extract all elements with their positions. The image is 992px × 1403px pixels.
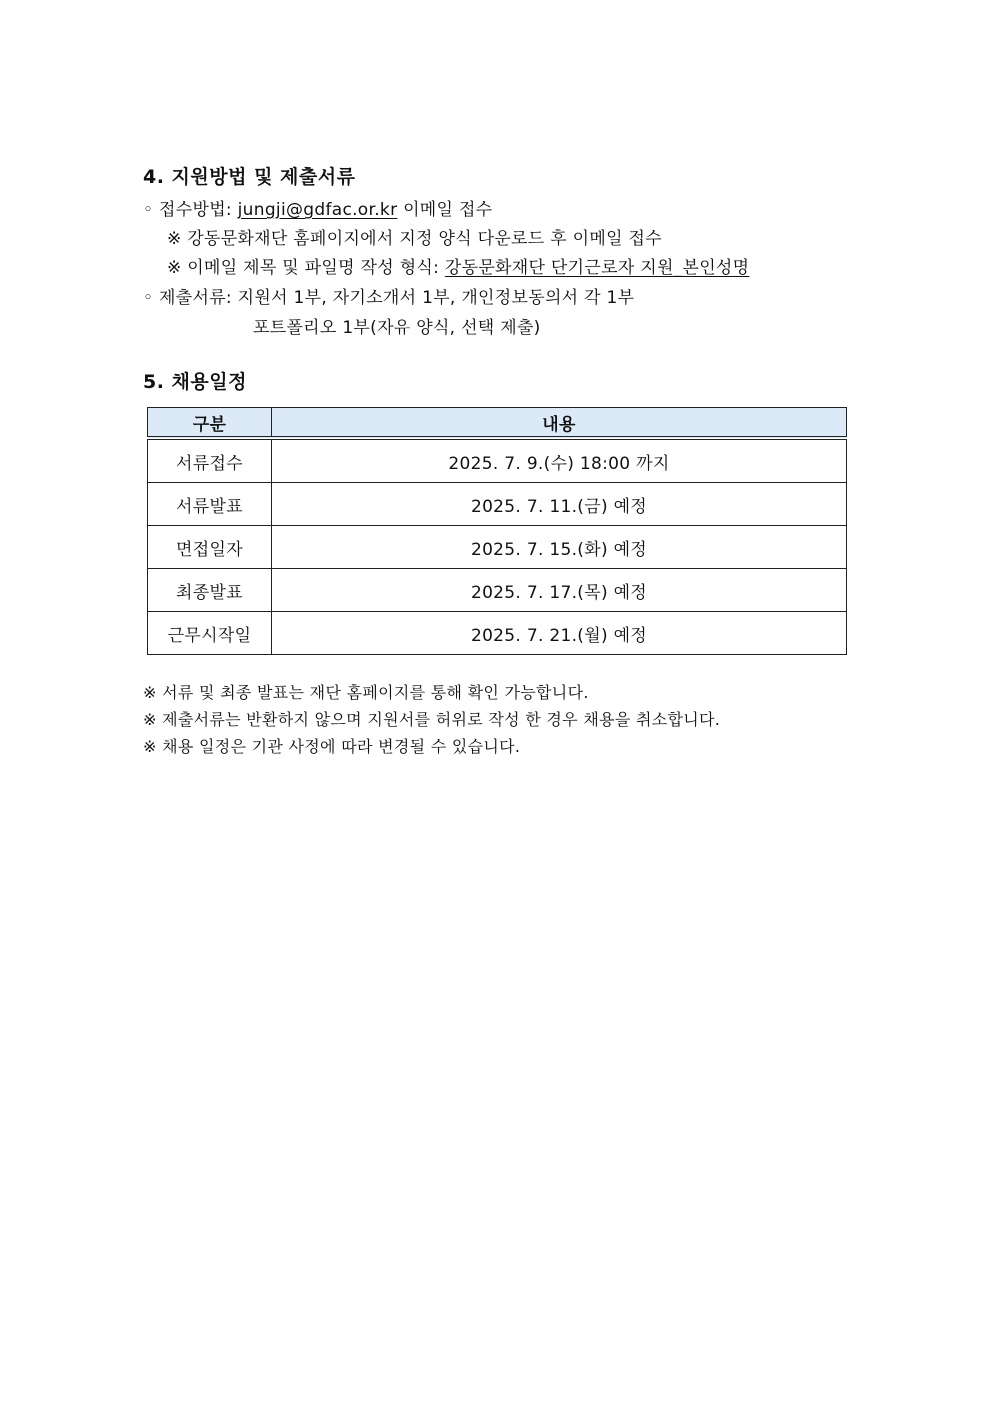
section-4-heading: 4. 지원방법 및 제출서류 (143, 166, 356, 188)
row-category: 면접일자 (148, 526, 272, 569)
documents-label: ◦ 제출서류: (143, 288, 238, 308)
table-row (148, 483, 847, 526)
documents-line-2: 포트폴리오 1부(자유 양식, 선택 제출) (253, 318, 541, 338)
table-row (148, 569, 847, 612)
email-subject-format: 강동문화재단 단기근로자 지원_본인성명 (444, 258, 750, 278)
documents-list: 지원서 1부, 자기소개서 1부, 개인정보동의서 각 1부 (237, 288, 635, 308)
email-link[interactable]: jungji@gdfac.or.kr (237, 200, 398, 220)
row-category: 근무시작일 (148, 612, 272, 655)
application-method-line (143, 195, 492, 220)
note-2-prefix: ※ 이메일 제목 및 파일명 작성 형식: (167, 258, 445, 278)
header-category: 구분 (148, 408, 272, 439)
schedule-table (147, 407, 847, 655)
footnote-2: ※ 제출서류는 반환하지 않으며 지원서를 허위로 작성 한 경우 채용을 취소합니다. (143, 710, 721, 729)
method-label: ◦ 접수방법: (143, 200, 238, 220)
row-content: 2025. 7. 11.(금) 예정 (272, 483, 847, 526)
table-header-row (148, 408, 847, 439)
table-row (148, 438, 847, 483)
footnote-1: ※ 서류 및 최종 발표는 재단 홈페이지를 통해 확인 가능합니다. (143, 683, 589, 702)
row-content: 2025. 7. 15.(화) 예정 (272, 526, 847, 569)
row-content: 2025. 7. 21.(월) 예정 (272, 612, 847, 655)
table-row (148, 526, 847, 569)
row-content: 2025. 7. 9.(수) 18:00 까지 (272, 438, 847, 483)
row-category: 최종발표 (148, 569, 272, 612)
header-content: 내용 (272, 408, 847, 439)
documents-line (143, 283, 634, 308)
row-content: 2025. 7. 17.(목) 예정 (272, 569, 847, 612)
method-note-2 (167, 253, 749, 278)
row-category: 서류발표 (148, 483, 272, 526)
row-category: 서류접수 (148, 438, 272, 483)
method-suffix: 이메일 접수 (397, 200, 493, 220)
section-5-heading: 5. 채용일정 (143, 371, 247, 393)
method-note-1: ※ 강동문화재단 홈페이지에서 지정 양식 다운로드 후 이메일 접수 (167, 229, 662, 249)
footnote-3: ※ 채용 일정은 기관 사정에 따라 변경될 수 있습니다. (143, 737, 521, 756)
table-row (148, 612, 847, 655)
